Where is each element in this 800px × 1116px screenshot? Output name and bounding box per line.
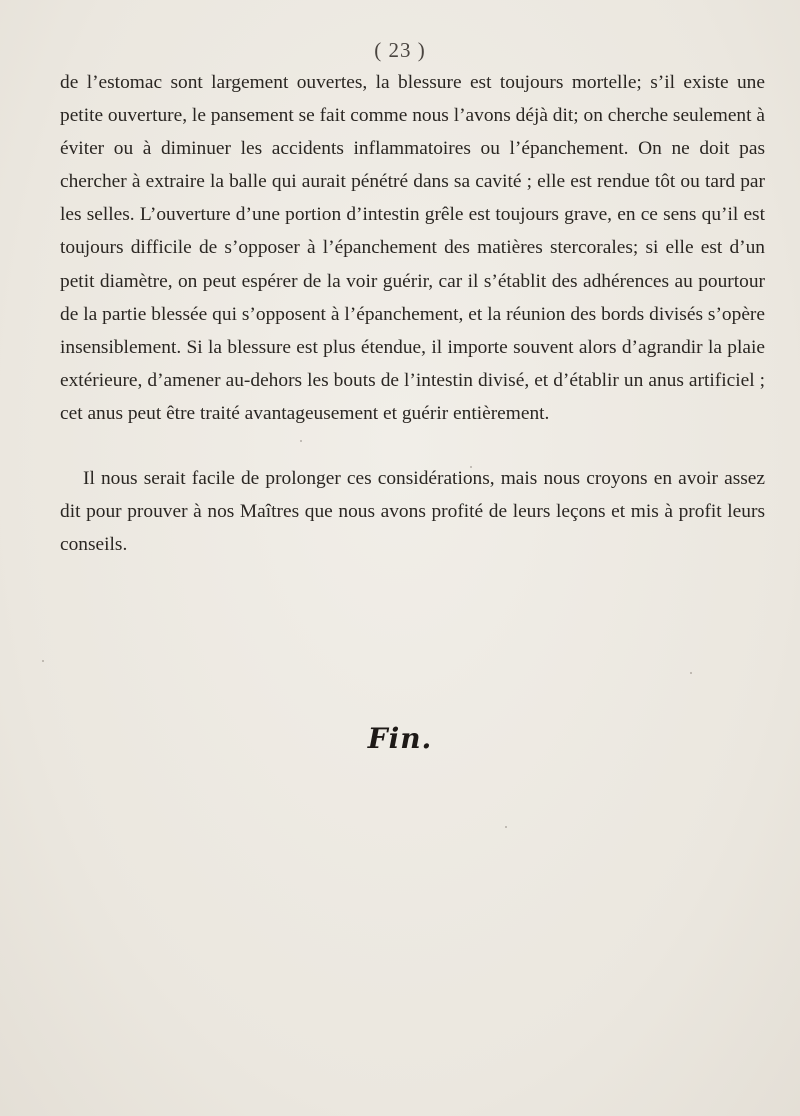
paper-speck [470,466,472,468]
paper-speck [42,660,44,662]
paragraph-1: de l’estomac sont largement ouvertes, la blessure est toujours mortelle; s’il existe une petite ouverture, le pansement se fait comme nous l’avons déjà dit; on cherche seulement à éviter ou à diminuer les accidents inflammatoires ou l’épanchement. On ne doit pas chercher à extraire la balle qui aurait pénétré dans sa cavité ; elle est rendue tôt ou tard par les selles. L’ouverture d’une portion d’intestin grêle est toujours grave, en ce sens qu’il est toujours difficile de s’opposer à l’épanchement des matières stercorales; si elle est d’un petit diamètre, on peut espérer de la voir guérir, car il s’établit des adhérences au pourtour de la partie blessée qui s’opposent à l’épanchement, et la réunion des bords divisés s’opère insensiblement. Si la blessure est plus étendue, il importe souvent alors d’agrandir la plaie extérieure, d’amener au-dehors les bouts de l’intestin divisé, et d’établir un anus artificiel ; cet anus peut être traité avantageusement et guérir entièrement. [60,72,765,424]
body-text [60,66,765,561]
paper-speck [690,672,692,674]
page-number: ( 23 ) [374,38,426,62]
paragraph-2: Il nous serait facile de prolonger ces considérations, mais nous croyons en avoir assez dit pour prouver à nos Maîtres que nous avons profité de leurs leçons et mis à profit leurs conseils. [60,468,765,556]
paper-speck [505,826,507,828]
end-mark: Fin. [367,722,433,755]
paper-speck [300,440,302,442]
